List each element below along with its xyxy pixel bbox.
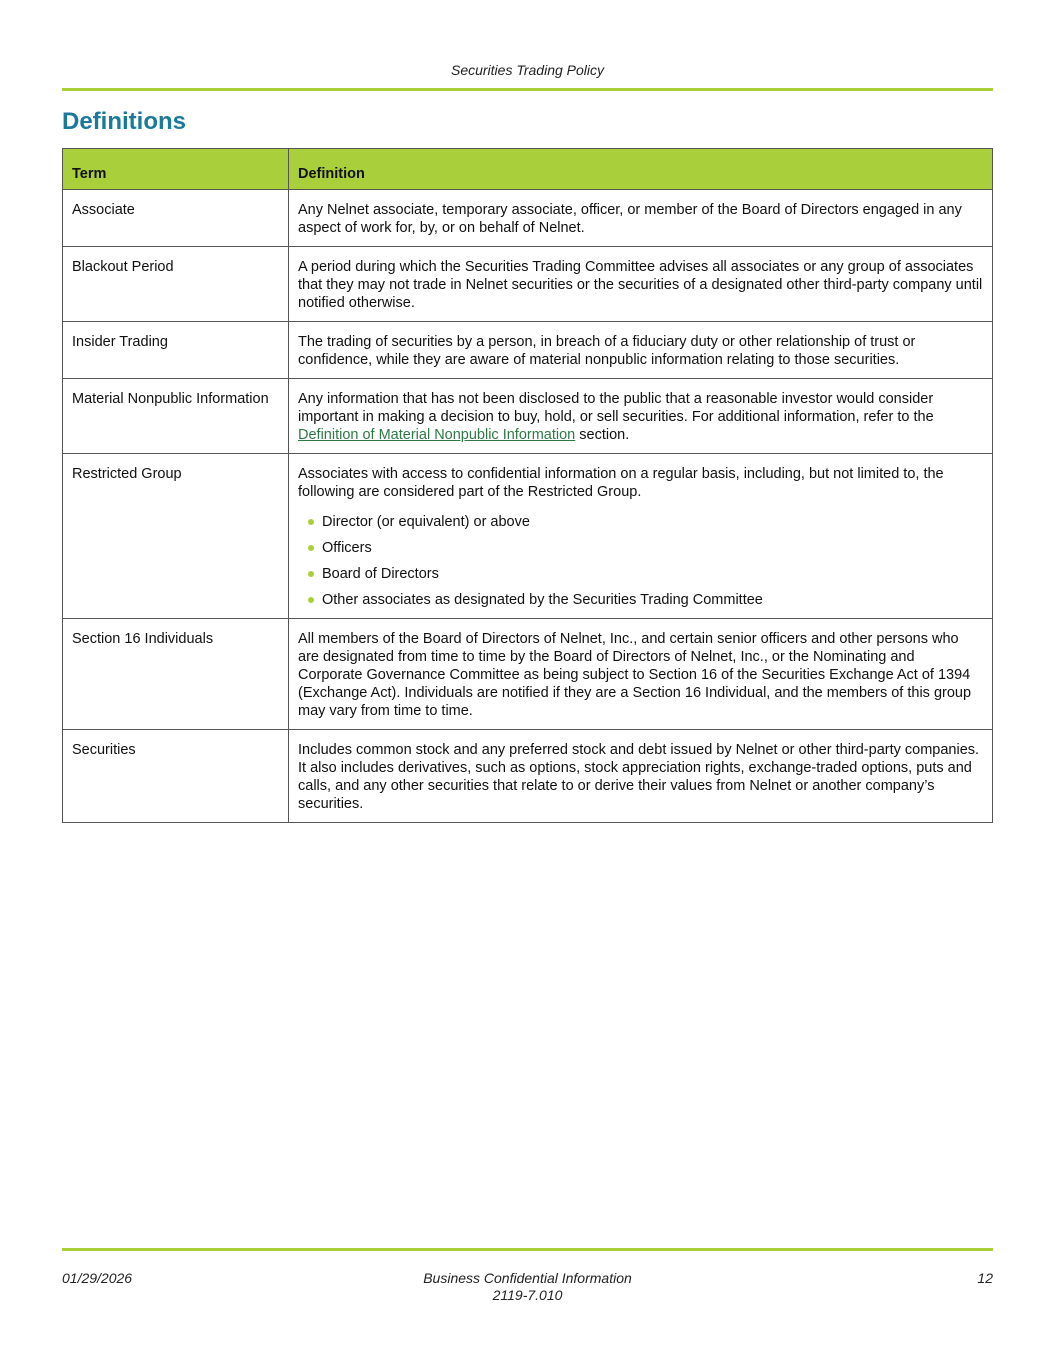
- table-row: [63, 619, 993, 730]
- definitions-table: [62, 148, 993, 823]
- bullet-icon: [308, 597, 314, 603]
- definition-text: Any information that has not been disclosed to the public that a reasonable investor would consider important in making a decision to buy, hold, or sell securities. For additional information, refer to the: [298, 391, 934, 425]
- list-item-text: Board of Directors: [322, 566, 439, 582]
- material-nonpublic-info-link[interactable]: Definition of Material Nonpublic Information: [298, 427, 576, 443]
- bullet-icon: [308, 519, 314, 525]
- footer-center: [62, 1270, 993, 1304]
- page-number: 12: [977, 1270, 993, 1286]
- term-cell: Insider Trading: [63, 322, 289, 379]
- definition-cell: [289, 379, 993, 454]
- list-item: [322, 565, 983, 583]
- table-row: [63, 247, 993, 322]
- definition-cell: A period during which the Securities Trading Committee advises all associates or any group of associates that they may not trade in Nelnet securities or the securities of a designated other third-party company until notified otherwise.: [289, 247, 993, 322]
- table-row: [63, 190, 993, 247]
- column-header-term: Term: [63, 149, 289, 190]
- table-row: [63, 379, 993, 454]
- term-cell: Material Nonpublic Information: [63, 379, 289, 454]
- term-cell: Blackout Period: [63, 247, 289, 322]
- list-item-text: Other associates as designated by the Securities Trading Committee: [322, 592, 763, 608]
- table-header-row: [63, 149, 993, 190]
- definition-text-suffix: section.: [579, 427, 630, 443]
- term-cell: Section 16 Individuals: [63, 619, 289, 730]
- restricted-group-list: [298, 513, 983, 609]
- list-item-text: Officers: [322, 540, 372, 556]
- footer-divider: [62, 1248, 993, 1251]
- footer-classification: Business Confidential Information: [423, 1270, 632, 1286]
- list-item: [322, 591, 983, 609]
- list-item: [322, 539, 983, 557]
- page-header-title: Securities Trading Policy: [450, 62, 605, 78]
- term-cell: Securities: [63, 730, 289, 823]
- table-row: [63, 730, 993, 823]
- definition-cell: All members of the Board of Directors of Nelnet, Inc., and certain senior officers and other persons who are designated from time to time by the Board of Directors of Nelnet, Inc., or the Nominating and Corporate Governance Committee as being subject to Section 16 of the Securities Exchange Act of 1394 (Exchange Act). Individuals are notified if they are a Section 16 Individual, and the members of this group may vary from time to time.: [289, 619, 993, 730]
- list-item-text: Director (or equivalent) or above: [322, 514, 530, 530]
- footer-doc-number: 2119-7.010: [492, 1287, 563, 1303]
- header-divider: [62, 88, 993, 91]
- bullet-icon: [308, 545, 314, 551]
- term-cell: Associate: [63, 190, 289, 247]
- term-cell: Restricted Group: [63, 454, 289, 619]
- list-item: [322, 513, 983, 531]
- definition-cell: Any Nelnet associate, temporary associate, officer, or member of the Board of Directors engaged in any aspect of work for, by, or on behalf of Nelnet.: [289, 190, 993, 247]
- definition-text: Associates with access to confidential information on a regular basis, including, but not limited to, the following are considered part of the Restricted Group.: [298, 466, 944, 500]
- definition-cell: [289, 454, 993, 619]
- table-row: [63, 322, 993, 379]
- column-header-definition: Definition: [289, 149, 993, 190]
- table-row: [63, 454, 993, 619]
- section-title: Definitions: [62, 108, 186, 135]
- footer-date: 01/29/2026: [62, 1270, 133, 1286]
- definition-cell: Includes common stock and any preferred stock and debt issued by Nelnet or other third-party companies. It also includes derivatives, such as options, stock appreciation rights, exchange-traded options, puts and calls, and any other securities that relate to or derive their values from Nelnet or another company’s securities.: [289, 730, 993, 823]
- definition-cell: The trading of securities by a person, in breach of a fiduciary duty or other relationship of trust or confidence, while they are aware of material nonpublic information relating to those securities.: [289, 322, 993, 379]
- bullet-icon: [308, 571, 314, 577]
